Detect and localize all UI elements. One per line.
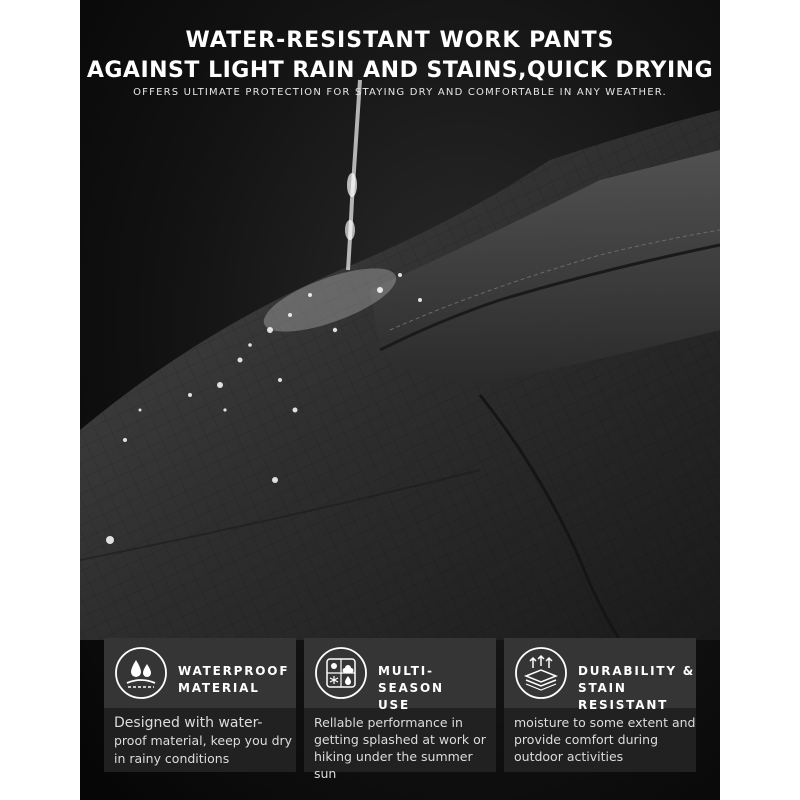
feature-card-description: Rellable performance in getting splashed at work or hiking under the summer sun xyxy=(314,715,486,781)
feature-card-waterproof xyxy=(104,638,296,772)
feature-card-description-line-1: Designed with water- xyxy=(114,715,263,731)
seasons-icon xyxy=(314,646,368,700)
headline-line-2: AGAINST LIGHT RAIN AND STAINS,QUICK DRYING xyxy=(86,58,714,83)
feature-card-description xyxy=(114,714,296,768)
feature-card-title: DURABILITY & STAIN RESISTANT xyxy=(578,664,696,712)
feature-card-description-rest: proof material, keep you dry in rainy conditions xyxy=(114,733,293,766)
product-poster xyxy=(80,0,720,800)
headline-line-1: WATER-RESISTANT WORK PANTS xyxy=(185,28,615,53)
tagline: OFFERS ULTIMATE PROTECTION FOR STAYING DRY AND COMFORTABLE IN ANY WEATHER. xyxy=(133,87,667,98)
feature-card-title: MULTI-SEASON USE xyxy=(378,664,444,712)
feature-card-multi-season xyxy=(304,638,496,781)
water-drops-icon xyxy=(114,646,168,700)
feature-card-description: moisture to some extent and provide comfort during outdoor activities xyxy=(514,715,696,764)
feature-card-durability xyxy=(504,638,696,772)
breathable-fabric-icon xyxy=(514,646,568,700)
feature-card-title: WATERPROOF MATERIAL xyxy=(178,664,290,695)
